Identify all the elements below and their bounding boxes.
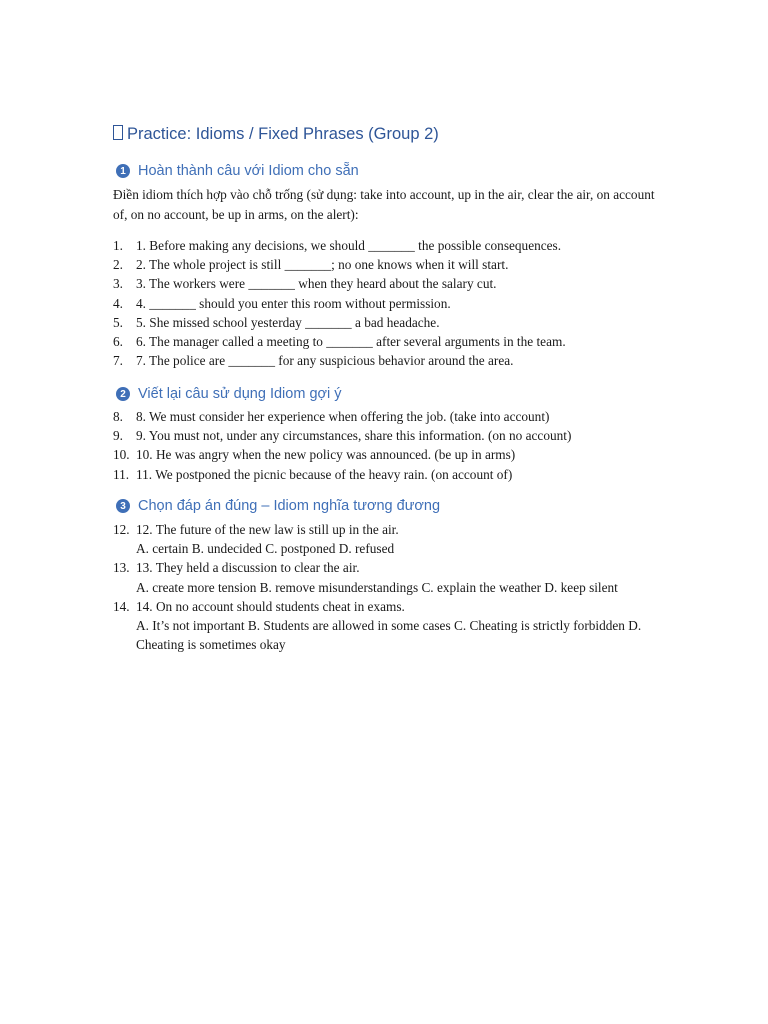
section-2-heading — [116, 386, 342, 402]
instructions-text: Điền idiom thích hợp vào chỗ trống (sử dụng: take into account, up in the air, clear the air, on account of, on no account, be up in arms, on the alert): — [113, 187, 655, 222]
missing-glyph-icon — [113, 125, 123, 140]
exercise-1-list — [113, 236, 658, 370]
item-text: 4. _______ should you enter this room without permission. — [136, 295, 451, 311]
section-1-heading — [116, 163, 359, 179]
item-number: 3. — [113, 276, 123, 292]
list-item — [113, 313, 658, 332]
list-item — [113, 274, 658, 293]
item-number: 9. — [113, 428, 123, 444]
question-text: 12. The future of the new law is still up in the air. — [136, 522, 399, 537]
item-text: 6. The manager called a meeting to _______ after several arguments in the team. — [136, 334, 566, 350]
list-item — [113, 520, 658, 558]
item-number: 10. — [113, 447, 130, 463]
item-text: 8. We must consider her experience when offering the job. (take into account) — [136, 409, 550, 424]
item-number: 13. — [113, 560, 130, 576]
exercise-3-list — [113, 520, 658, 654]
item-text: 10. He was angry when the new policy was announced. (be up in arms) — [136, 447, 516, 463]
item-number: 5. — [113, 314, 123, 330]
list-item — [113, 332, 658, 351]
item-text: 9. You must not, under any circumstances, share this information. (on no account) — [136, 428, 572, 444]
section-heading-text: Viết lại câu sử dụng Idiom gợi ý — [138, 386, 342, 402]
item-number: 6. — [113, 334, 123, 350]
item-text: 1. Before making any decisions, we should _______ the possible consequences. — [136, 238, 562, 253]
answer-options: A. create more tension B. remove misunderstandings C. explain the weather D. keep silent — [136, 579, 618, 595]
section-number-badge: 2 — [116, 387, 130, 401]
page-title — [113, 125, 439, 144]
item-number: 12. — [113, 522, 130, 537]
answer-options: A. It’s not important B. Students are allowed in some cases C. Cheating is strictly forbidden D. Cheating is sometimes okay — [136, 618, 642, 653]
exercise-2-list — [113, 407, 658, 484]
question-text: 14. On no account should students cheat in exams. — [136, 598, 405, 614]
section-heading-text: Hoàn thành câu với Idiom cho sẵn — [138, 163, 359, 179]
list-item — [113, 294, 658, 313]
item-number: 1. — [113, 238, 123, 253]
list-item — [113, 255, 658, 274]
question-text: 13. They held a discussion to clear the air. — [136, 560, 360, 576]
list-item — [113, 426, 658, 445]
item-number: 4. — [113, 295, 123, 311]
page-title-text: Practice: Idioms / Fixed Phrases (Group 2) — [127, 125, 439, 143]
list-item — [113, 597, 658, 655]
item-text: 3. The workers were _______ when they heard about the salary cut. — [136, 276, 497, 292]
item-text: 5. She missed school yesterday _______ a bad headache. — [136, 314, 440, 330]
item-number: 14. — [113, 598, 130, 614]
item-body — [136, 520, 658, 558]
list-item — [113, 445, 658, 464]
section-3-heading — [116, 498, 440, 514]
item-text: 2. The whole project is still _______; no one knows when it will start. — [136, 257, 509, 273]
section-heading-text: Chọn đáp án đúng – Idiom nghĩa tương đương — [138, 498, 441, 514]
item-number: 2. — [113, 257, 123, 273]
section-number-badge: 1 — [116, 164, 130, 178]
item-number: 8. — [113, 409, 123, 424]
answer-options: A. certain B. undecided C. postponed D. refused — [136, 541, 395, 557]
item-text: 7. The police are _______ for any suspicious behavior around the area. — [136, 353, 514, 369]
list-item — [113, 407, 658, 426]
list-item — [113, 465, 658, 484]
item-number: 7. — [113, 353, 123, 369]
item-body — [136, 558, 658, 596]
item-body — [136, 597, 658, 655]
list-item — [113, 351, 658, 370]
item-number: 11. — [113, 466, 130, 482]
list-item — [113, 558, 658, 596]
item-text: 11. We postponed the picnic because of the heavy rain. (on account of) — [136, 466, 513, 482]
section-number-badge: 3 — [116, 499, 130, 513]
list-item — [113, 236, 658, 255]
